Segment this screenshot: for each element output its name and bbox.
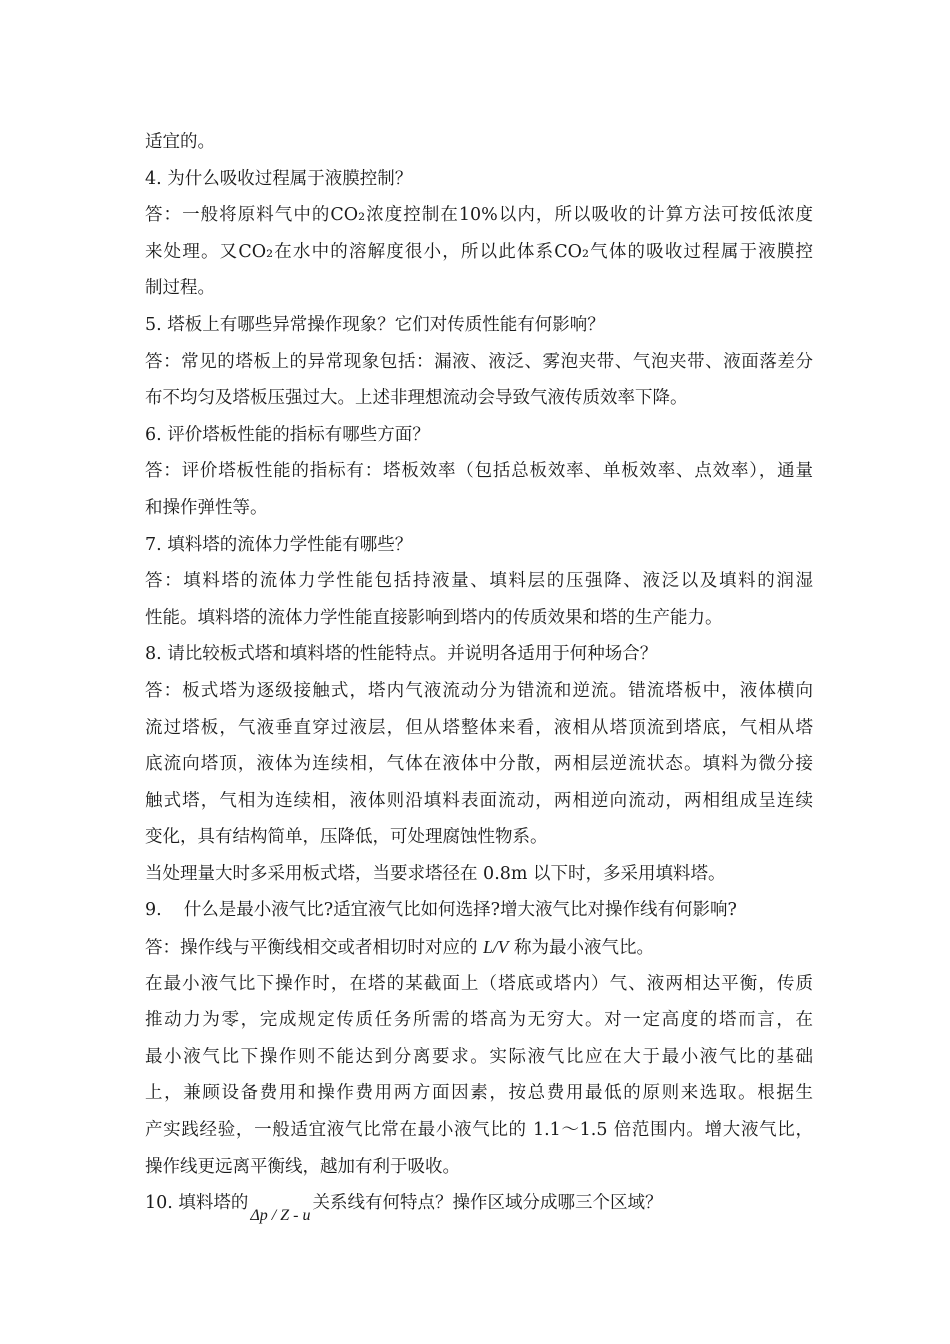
answer-8-line-5: 变化，具有结构简单，压降低，可处理腐蚀性物系。 (145, 827, 548, 848)
answer-9-after: 称为最小液气比。 (513, 938, 654, 959)
document-body (145, 124, 813, 1225)
question-10-after: 关系线有何特点？操作区域分成哪三个区域？ (312, 1193, 663, 1214)
answer-6-line-2: 和操作弹性等。 (145, 497, 268, 518)
answer-7-line-2: 性能。填料塔的流体力学性能直接影响到塔内的传质效果和塔的生产能力。 (145, 607, 723, 628)
answer-9-line-6: 产实践经验，一般适宜液气比常在最小液气比的 1.1～1.5 倍范围内。增大液气比， (145, 1120, 813, 1141)
answer-4-line-3: 制过程。 (145, 278, 215, 299)
answer-4-line-1: 答：一般将原料气中的CO₂浓度控制在10%以内，所以吸收的计算方法可按低浓度 (145, 205, 813, 226)
question-7: 7. 填料塔的流体力学性能有哪些？ (145, 534, 413, 555)
answer-9-line-1 (145, 929, 813, 966)
question-9-number: 9. (145, 900, 162, 921)
answer-4-line-2: 来处理。又CO₂在水中的溶解度很小，所以此体系CO₂气体的吸收过程属于液膜控 (145, 241, 813, 262)
answer-9-line-5: 上，兼顾设备费用和操作费用两方面因素，按总费用最低的原则来选取。根据生 (145, 1083, 813, 1104)
answer-5-line-1: 答：常见的塔板上的异常现象包括：漏液、液泛、雾泡夹带、气泡夹带、液面落差分 (145, 351, 813, 372)
question-5: 5. 塔板上有哪些异常操作现象？它们对传质性能有何影响？ (145, 314, 605, 335)
answer-5-line-2: 布不均匀及塔板压强过大。上述非理想流动会导致气液传质效率下降。 (145, 388, 688, 409)
question-9 (145, 892, 813, 929)
answer-7-line-1: 答：填料塔的流体力学性能包括持液量、填料层的压强降、液泛以及填料的润湿 (145, 571, 813, 592)
pressure-drop-formula: Δp / Z - u (250, 1207, 311, 1225)
answer-8-line-1: 答：板式塔为逐级接触式，塔内气液流动分为错流和逆流。错流塔板中，液体横向 (145, 680, 813, 701)
answer-9-line-4: 最小液气比下操作则不能达到分离要求。实际液气比应在大于最小液气比的基础 (145, 1046, 813, 1067)
question-8: 8. 请比较板式塔和填料塔的性能特点。并说明各适用于何种场合？ (145, 644, 658, 665)
answer-8-line-4: 触式塔，气相为连续相，液体则沿填料表面流动，两相逆向流动，两相组成呈连续 (145, 790, 813, 811)
question-9-text: 什么是最小液气比?适宜液气比如何选择?增大液气比对操作线有何影响? (183, 900, 737, 921)
answer-9-before: 答：操作线与平衡线相交或者相切时对应的 (145, 938, 478, 959)
answer-6-line-1: 答：评价塔板性能的指标有：塔板效率（包括总板效率、单板效率、点效率），通量 (145, 461, 813, 482)
answer-9-line-2: 在最小液气比下操作时，在塔的某截面上（塔底或塔内）气、液两相达平衡，传质 (145, 973, 813, 994)
text-line: 适宜的。 (145, 132, 215, 152)
question-10-before: 10. 填料塔的 (145, 1193, 249, 1214)
answer-8-line-3: 底流向塔顶，液体为连续相，气体在液体中分散，两相层逆流状态。填料为微分接 (145, 754, 813, 775)
answer-8-line-6: 当处理量大时多采用板式塔，当要求塔径在 0.8m 以下时，多采用填料塔。 (145, 863, 726, 884)
answer-9-line-7: 操作线更远离平衡线，越加有利于吸收。 (145, 1156, 460, 1177)
answer-9-line-3: 推动力为零，完成规定传质任务所需的塔高为无穷大。对一定高度的塔而言，在 (145, 1010, 813, 1031)
question-6: 6. 评价塔板性能的指标有哪些方面？ (145, 424, 430, 445)
question-4: 4. 为什么吸收过程属于液膜控制？ (145, 168, 413, 189)
liquid-gas-ratio-formula: L/V (483, 937, 509, 958)
answer-8-line-2: 流过塔板，气液垂直穿过液层，但从塔整体来看，液相从塔顶流到塔底，气相从塔 (145, 717, 813, 738)
question-10 (145, 1185, 813, 1225)
